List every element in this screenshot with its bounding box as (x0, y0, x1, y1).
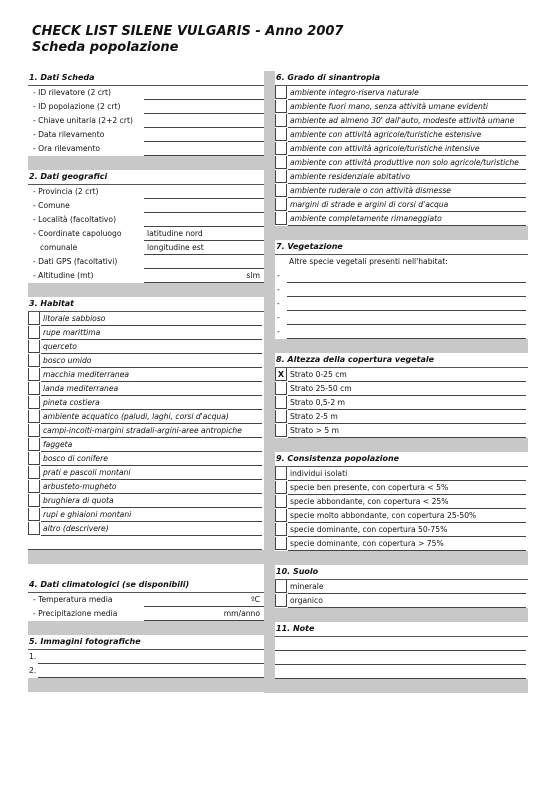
section-8-title: 8. Altezza della copertura vegetale (275, 353, 528, 368)
field-id-popolazione: - ID popolazione (2 crt) (28, 100, 264, 114)
note-line[interactable] (275, 665, 528, 679)
separator (28, 156, 264, 170)
option-label: individui isolati (290, 469, 348, 478)
consistenza-option (275, 481, 528, 495)
sinantropia-option (275, 100, 528, 114)
checkbox[interactable] (28, 340, 40, 353)
option-label: Strato 0,5-2 m (290, 398, 346, 407)
option-label: litorale sabbioso (43, 314, 106, 323)
option-label: Strato 25-50 cm (290, 384, 352, 393)
input-foto-1[interactable] (38, 650, 264, 664)
checkbox[interactable] (275, 396, 287, 409)
section-10-title: 10. Suolo (275, 565, 528, 580)
checkbox[interactable]: X (275, 368, 287, 381)
checkbox[interactable] (275, 142, 287, 155)
checkbox[interactable] (275, 580, 287, 593)
field-chiave-unitaria: - Chiave unitaria (2+2 crt) (28, 114, 264, 128)
option-label: Strato > 5 m (290, 426, 340, 435)
checkbox[interactable] (28, 480, 40, 493)
checkbox[interactable] (28, 396, 40, 409)
checkbox[interactable] (275, 509, 287, 522)
option-label: minerale (290, 582, 324, 591)
section-6-title: 6. Grado di sinantropia (275, 71, 528, 86)
checkbox[interactable] (275, 198, 287, 211)
note-line[interactable] (275, 651, 528, 665)
separator (275, 226, 528, 240)
field-data-rilevamento: - Data rilevamento (28, 128, 264, 142)
option-label: ambiente ruderale o con attività dismesse (290, 186, 451, 195)
habitat-option (28, 508, 264, 522)
checkbox[interactable] (28, 382, 40, 395)
habitat-option (28, 382, 264, 396)
field-localita: - Località (facoltativo) (28, 213, 264, 227)
input-ora-rilevamento[interactable] (144, 142, 264, 156)
separator (275, 608, 528, 622)
input-temperatura[interactable] (144, 593, 264, 607)
sinantropia-option (275, 114, 528, 128)
section-9-title: 9. Consistenza popolazione (275, 452, 528, 467)
checkbox[interactable] (275, 523, 287, 536)
option-label: specie abbondante, con copertura < 25% (290, 497, 449, 506)
checkbox[interactable] (275, 410, 287, 423)
option-label: rupi e ghiaioni montani (43, 510, 132, 519)
checkbox[interactable] (28, 452, 40, 465)
checkbox[interactable] (28, 522, 40, 535)
option-label: prati e pascoli montani (43, 468, 131, 477)
checkbox[interactable] (28, 494, 40, 507)
checkbox[interactable] (275, 594, 287, 607)
option-label: faggeta (43, 440, 73, 449)
consistenza-option (275, 537, 528, 551)
copertura-option (275, 410, 528, 424)
input-longitudine[interactable]: longitudine est (144, 241, 264, 255)
option-label: ambiente con attività agricole/turistiche intensive (290, 144, 480, 153)
habitat-option (28, 522, 264, 536)
option-label: organico (290, 596, 323, 605)
column-divider (264, 71, 275, 693)
field-coordinate-lon: comunale longitudine est (28, 241, 264, 255)
sinantropia-option (275, 86, 528, 100)
input-id-rilevatore[interactable] (144, 86, 264, 100)
section-5-title: 5. Immagini fotografiche (28, 635, 264, 650)
field-provincia: - Provincia (2 crt) (28, 185, 264, 199)
checkbox[interactable] (28, 354, 40, 367)
option-label: brughiera di quota (43, 496, 114, 505)
copertura-option (275, 368, 528, 382)
page-subtitle: Scheda popolazione (32, 40, 179, 55)
sinantropia-option (275, 198, 528, 212)
checkbox[interactable] (28, 438, 40, 451)
checkbox[interactable] (275, 114, 287, 127)
habitat-list (28, 312, 264, 536)
copertura-option (275, 382, 528, 396)
checkbox[interactable] (275, 184, 287, 197)
option-label: rupe marittima (43, 328, 101, 337)
option-label: ambiente fuori mano, senza attività umane evidenti (290, 102, 488, 111)
vegetazione-line[interactable]: - (275, 325, 528, 339)
separator (275, 551, 528, 565)
checkbox[interactable] (28, 312, 40, 325)
option-label: ambiente integro-riserva naturale (290, 88, 419, 97)
right-column (275, 71, 528, 693)
sinantropia-option (275, 212, 528, 226)
separator (28, 550, 264, 564)
habitat-option (28, 480, 264, 494)
option-label: specie ben presente, con copertura < 5% (290, 483, 449, 492)
separator (28, 678, 264, 692)
section-1-title: 1. Dati Scheda (28, 71, 264, 86)
input-foto-2[interactable] (38, 664, 264, 678)
option-label: pineta costiera (43, 398, 100, 407)
sinantropia-option (275, 184, 528, 198)
habitat-extra-line (28, 536, 264, 550)
sinantropia-option (275, 142, 528, 156)
vegetazione-line[interactable]: - (275, 311, 528, 325)
input-gps[interactable] (144, 255, 264, 269)
separator (275, 438, 528, 452)
option-label: landa mediterranea (43, 384, 119, 393)
field-temperatura: - Temperatura media ºC (28, 593, 264, 607)
option-label: bosco umido (43, 356, 92, 365)
separator (28, 621, 264, 635)
input-id-popolazione[interactable] (144, 100, 264, 114)
checkbox[interactable] (28, 508, 40, 521)
option-label: ambiente con attività produttive non solo agricole/turistiche (290, 158, 519, 167)
option-label: specie dominante, con copertura 50-75% (290, 525, 448, 534)
input-data-rilevamento[interactable] (144, 128, 264, 142)
option-label: campi-incolti-margini stradali-argini-aree antropiche (43, 426, 242, 435)
field-precipitazione: - Precipitazione media mm/anno (28, 607, 264, 621)
consistenza-option (275, 509, 528, 523)
vegetazione-list (275, 269, 528, 339)
option-label: ambiente con attività agricole/turistiche estensive (290, 130, 482, 139)
option-label: querceto (43, 342, 77, 351)
suolo-list (275, 580, 528, 608)
checkbox[interactable] (275, 86, 287, 99)
field-id-rilevatore: - ID rilevatore (2 crt) (28, 86, 264, 100)
input-comune[interactable] (144, 199, 264, 213)
separator (28, 283, 264, 297)
input-localita[interactable] (144, 213, 264, 227)
foto-1: 1. (28, 650, 264, 664)
section-3-title: 3. Habitat (28, 297, 264, 312)
section-7-title: 7. Vegetazione (275, 240, 528, 255)
habitat-option (28, 466, 264, 480)
checkbox[interactable] (275, 495, 287, 508)
option-label: altro (descrivere) (43, 524, 109, 533)
habitat-option (28, 410, 264, 424)
vegetazione-line[interactable]: - (275, 297, 528, 311)
checkbox[interactable] (28, 466, 40, 479)
option-label: specie dominante, con copertura > 75% (290, 539, 444, 548)
field-ora-rilevamento: - Ora rilevamento (28, 142, 264, 156)
habitat-option (28, 494, 264, 508)
copertura-option (275, 424, 528, 438)
suolo-option (275, 580, 528, 594)
section-4-title: 4. Dati climatologici (se disponibili) (28, 578, 264, 593)
vegetazione-intro: Altre specie vegetali presenti nell'habitat: (289, 257, 448, 266)
option-label: bosco di conifere (43, 454, 108, 463)
checkbox[interactable] (275, 467, 287, 480)
sinantropia-option (275, 156, 528, 170)
habitat-option (28, 438, 264, 452)
page-title: CHECK LIST SILENE VULGARIS - Anno 2007 (32, 24, 344, 39)
checkbox[interactable] (275, 212, 287, 225)
vegetazione-line[interactable]: - (275, 283, 528, 297)
option-label: ambiente acquatico (paludi, laghi, corsi d'acqua) (43, 412, 229, 421)
spacer (28, 564, 264, 578)
vegetazione-line[interactable]: - (275, 269, 528, 283)
consistenza-option (275, 467, 528, 481)
separator (275, 679, 528, 693)
option-label: arbusteto-mugheto (43, 482, 117, 491)
habitat-option (28, 354, 264, 368)
habitat-option (28, 368, 264, 382)
input-latitudine[interactable]: latitudine nord (144, 227, 264, 241)
option-label: margini di strade e argini di corsi d'acqua (290, 200, 449, 209)
consistenza-option (275, 495, 528, 509)
habitat-option (28, 396, 264, 410)
checkbox[interactable] (28, 326, 40, 339)
checkbox[interactable] (275, 170, 287, 183)
habitat-option (28, 326, 264, 340)
section-11-title: 11. Note (275, 622, 528, 637)
checkbox[interactable] (275, 537, 287, 550)
habitat-option (28, 424, 264, 438)
checkbox[interactable] (275, 424, 287, 437)
option-label: ambiente residenziale abitativo (290, 172, 411, 181)
field-altitudine: - Altitudine (mt) slm (28, 269, 264, 283)
habitat-option (28, 340, 264, 354)
habitat-option (28, 312, 264, 326)
option-label: Strato 2-5 m (290, 412, 338, 421)
checkbox[interactable] (28, 368, 40, 381)
field-gps: - Dati GPS (facoltativi) (28, 255, 264, 269)
separator (275, 339, 528, 353)
habitat-option (28, 452, 264, 466)
option-label: ambiente ad almeno 30' dall'auto, modeste attività umane (290, 116, 515, 125)
option-label: Strato 0-25 cm (290, 370, 347, 379)
suolo-option (275, 594, 528, 608)
sinantropia-option (275, 170, 528, 184)
note-line[interactable] (275, 637, 528, 651)
checkbox[interactable] (28, 410, 40, 423)
sinantropia-option (275, 128, 528, 142)
field-coordinate-lat: - Coordinate capoluogo latitudine nord (28, 227, 264, 241)
consistenza-list (275, 467, 528, 551)
section-2-title: 2. Dati geografici (28, 170, 264, 185)
checkbox[interactable] (275, 481, 287, 494)
consistenza-option (275, 523, 528, 537)
copertura-option (275, 396, 528, 410)
option-label: specie molto abbondante, con copertura 25-50% (290, 511, 477, 520)
option-label: ambiente completamente rimaneggiato (290, 214, 442, 223)
sinantropia-list (275, 86, 528, 226)
foto-2: 2. (28, 664, 264, 678)
option-label: macchia mediterranea (43, 370, 130, 379)
input-chiave-unitaria[interactable] (144, 114, 264, 128)
checkbox[interactable] (275, 382, 287, 395)
left-column (28, 71, 264, 692)
field-comune: - Comune (28, 199, 264, 213)
checkbox[interactable] (275, 128, 287, 141)
copertura-list (275, 368, 528, 438)
checkbox[interactable] (275, 100, 287, 113)
input-provincia[interactable] (144, 185, 264, 199)
checkbox[interactable] (28, 424, 40, 437)
checkbox[interactable] (275, 156, 287, 169)
